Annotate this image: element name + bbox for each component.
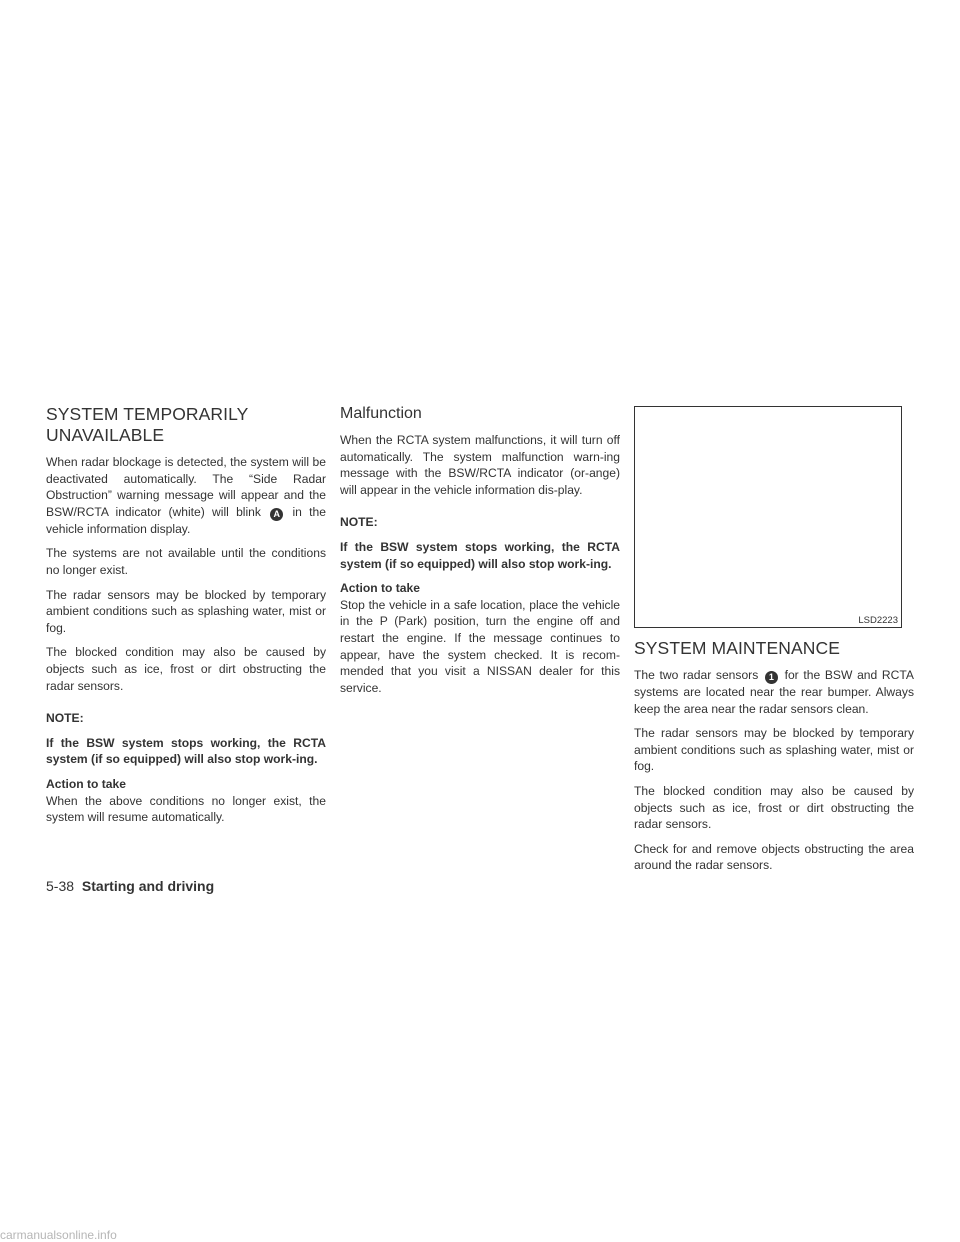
section-heading-system-maintenance: SYSTEM MAINTENANCE bbox=[634, 638, 840, 658]
subsection-heading-malfunction: Malfunction bbox=[340, 405, 422, 422]
action-paragraph bbox=[340, 580, 620, 696]
page-footer bbox=[46, 878, 214, 894]
column-malfunction bbox=[340, 404, 620, 704]
paragraph-blocked-condition: The blocked condition may also be caused by objects such as ice, frost or dirt obstructing the radar sensors. bbox=[46, 645, 326, 693]
note-text: If the BSW system stops working, the RCTA system (if so equipped) will also stop work-ing. bbox=[46, 735, 326, 767]
paragraph-text: for the BSW and RCTA systems are located near the rear bumper. Always keep the area near the radar sensors clean. bbox=[634, 668, 914, 716]
watermark-text: carmanualsonline.info bbox=[0, 1228, 117, 1242]
heading-line-2: UNAVAILABLE bbox=[46, 425, 165, 445]
action-text: When the above conditions no longer exist, the system will resume automatically. bbox=[46, 793, 326, 825]
paragraph-radar-blockage bbox=[46, 454, 326, 537]
page-number: 5-38 bbox=[46, 878, 75, 894]
paragraph-radar-sensors-location bbox=[634, 667, 914, 717]
action-text: Stop the vehicle in a safe location, place the vehicle in the P (Park) position, turn the engine off and restart the engine. If the message continues to appear, have the system checked. It is recom-mended that you visit a NISSAN dealer for this service. bbox=[340, 597, 620, 695]
heading-line-1: SYSTEM TEMPORARILY bbox=[46, 404, 249, 424]
column-system-maintenance bbox=[634, 406, 914, 882]
figure-code: LSD2223 bbox=[858, 615, 898, 626]
action-paragraph bbox=[46, 776, 326, 826]
paragraph-systems-not-available: The systems are not available until the conditions no longer exist. bbox=[46, 546, 326, 577]
illustration-figure bbox=[634, 406, 902, 628]
note-label: NOTE: bbox=[340, 515, 378, 530]
paragraph-text: When radar blockage is detected, the system will be deactivated automatically. The “Side Radar Obstruction” warning message will appear and the BSW/RCTA indicator (white) will blink bbox=[46, 455, 326, 519]
paragraph-temporary-conditions: The radar sensors may be blocked by temporary ambient conditions such as splashing water, mist or fog. bbox=[46, 587, 326, 635]
paragraph-temporary-conditions: The radar sensors may be blocked by temporary ambient conditions such as splashing water, mist or fog. bbox=[634, 726, 914, 774]
action-title: Action to take bbox=[46, 776, 126, 791]
paragraph-text: The two radar sensors bbox=[634, 668, 759, 682]
column-system-temporarily-unavailable bbox=[46, 404, 326, 834]
paragraph-malfunction: When the RCTA system malfunctions, it will turn off automatically. The system malfunction warn-ing message with the BSW/RCTA indicator (or-ange) will appear in the vehicle information dis-play. bbox=[340, 433, 620, 497]
note-label: NOTE: bbox=[46, 711, 84, 726]
callout-marker-a-icon: A bbox=[270, 508, 283, 521]
paragraph-check-and-remove: Check for and remove objects obstructing the area around the radar sensors. bbox=[634, 841, 914, 873]
paragraph-blocked-condition: The blocked condition may also be caused by objects such as ice, frost or dirt obstructing the radar sensors. bbox=[634, 783, 914, 832]
note-text: If the BSW system stops working, the RCTA system (if so equipped) will also stop work-ing. bbox=[340, 539, 620, 571]
section-heading-system-temporarily-unavailable bbox=[46, 404, 326, 446]
paragraph-text: in the vehicle information display. bbox=[46, 504, 326, 536]
chapter-title: Starting and driving bbox=[81, 878, 215, 894]
action-title: Action to take bbox=[340, 581, 420, 596]
callout-marker-1-icon: 1 bbox=[765, 671, 778, 684]
